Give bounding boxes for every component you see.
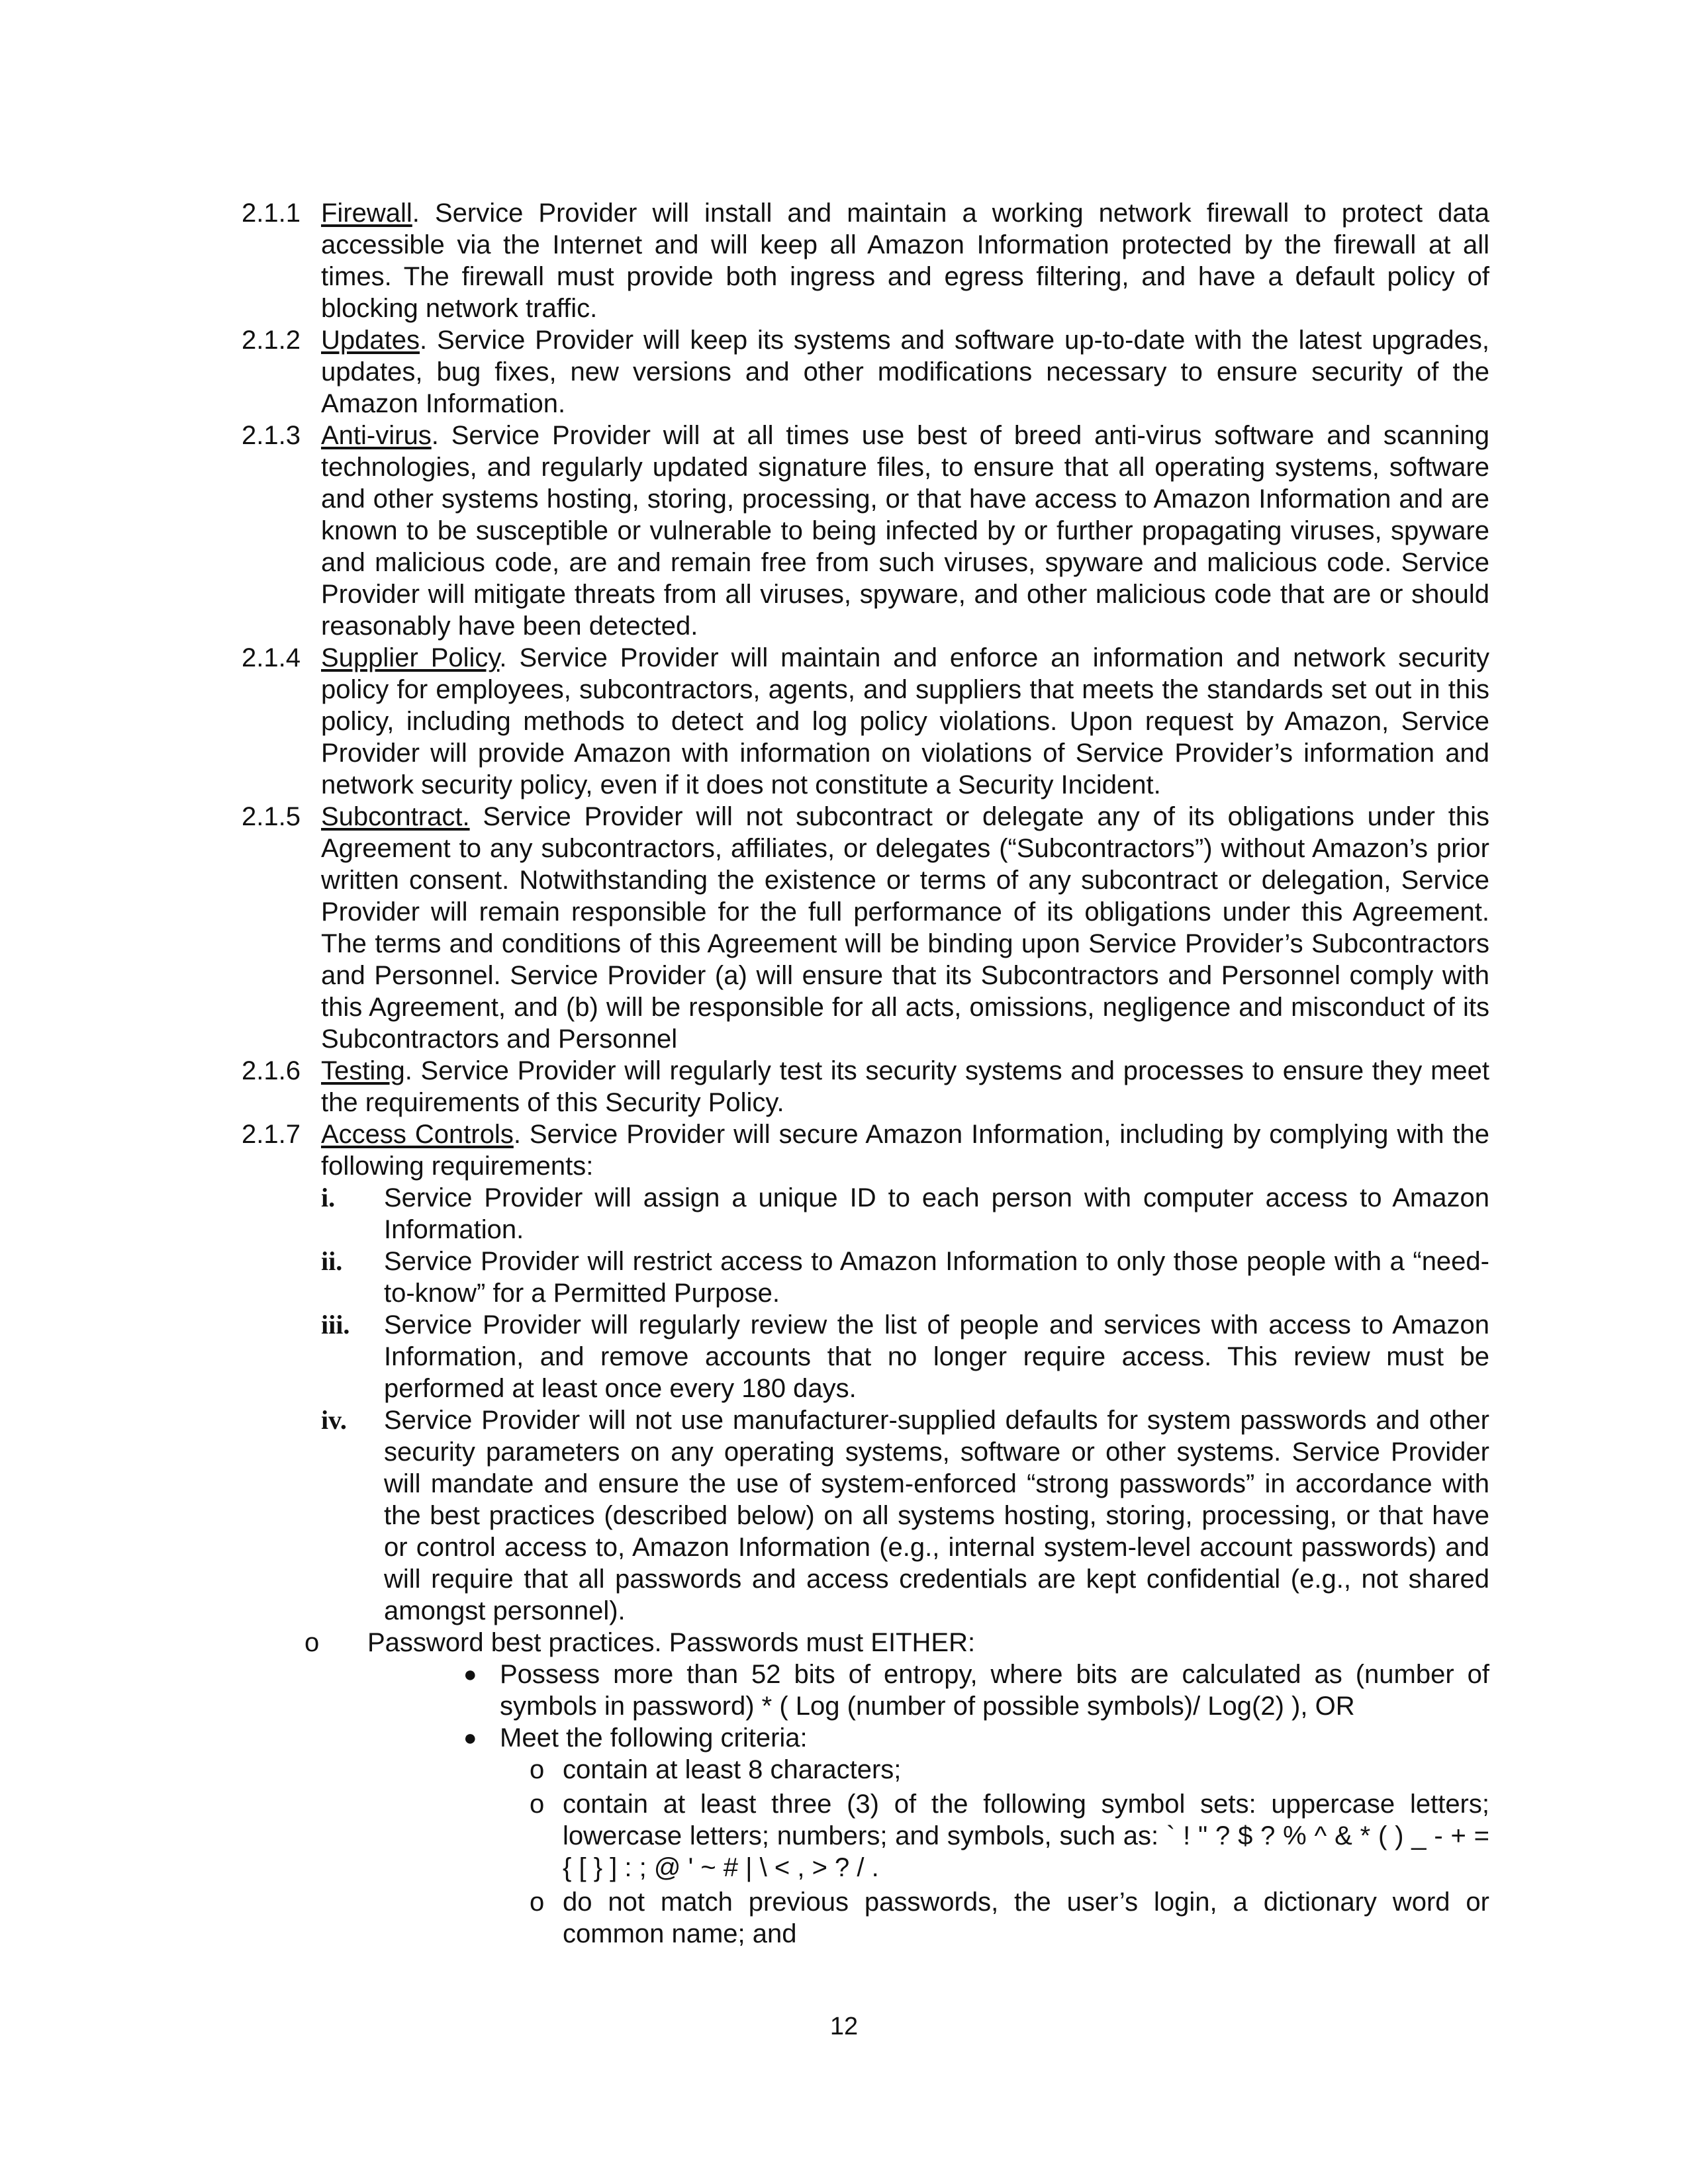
section-number: 2.1.3 xyxy=(242,421,301,450)
section-text: . Service Provider will maintain and enforce an information and network security policy for employees, subcontractors, agents, and suppliers that meets the standards set out in this policy, including methods to detect and log policy violations. Upon request by Amazon, Service Provider will provide Amazon with information on violations of Service Provider’s information and network security policy, even if it does not constitute a Security Incident. xyxy=(321,643,1489,799)
section-number: 2.1.6 xyxy=(242,1056,301,1085)
list-item xyxy=(242,1754,1489,1786)
criterion-text: do not match previous passwords, the user’s login, a dictionary word or common name; and xyxy=(563,1888,1489,1948)
circle-bullet-icon: o xyxy=(530,1790,545,1819)
section-title: Access Controls xyxy=(321,1120,514,1149)
item-number: iv. xyxy=(321,1405,347,1435)
item-number: i. xyxy=(321,1183,336,1212)
item-text: Service Provider will restrict access to Amazon Information to only those people with a “need-to-know” for a Permitted Purpose. xyxy=(384,1247,1489,1308)
section-title: Supplier Policy xyxy=(321,643,500,672)
criterion-text: contain at least three (3) of the following symbol sets: uppercase letters; lowercase letters; numbers; and symbols, such as: ` ! " ? $ ? % ^ & * ( ) _ - + = { [ } ] : ; @ ' ~ # | \ < , > ? / . xyxy=(563,1790,1489,1882)
section-access-controls xyxy=(242,1118,1489,1182)
criteria-list xyxy=(242,1754,1489,1950)
section-title: Firewall xyxy=(321,199,412,228)
section-number: 2.1.1 xyxy=(242,199,301,228)
section-number: 2.1.7 xyxy=(242,1120,301,1149)
item-text: Service Provider will regularly review the list of people and services with access to Amazon Information, and remove accounts that no longer require access. This review must be performed at least once every 180 days. xyxy=(384,1310,1489,1403)
list-item xyxy=(242,1886,1489,1950)
item-text: Service Provider will assign a unique ID to each person with computer access to Amazon Information. xyxy=(384,1183,1489,1244)
section-supplier-policy xyxy=(242,642,1489,801)
section-title: Subcontract. xyxy=(321,802,470,831)
circle-bullet-icon: o xyxy=(530,1888,545,1917)
criterion-text: contain at least 8 characters; xyxy=(563,1755,902,1784)
bullet-icon: ● xyxy=(463,1662,477,1687)
section-title: Testing xyxy=(321,1056,405,1085)
item-number: iii. xyxy=(321,1310,350,1340)
page-number: 12 xyxy=(829,2013,859,2040)
section-testing xyxy=(242,1055,1489,1118)
list-item xyxy=(321,1309,1489,1404)
circle-bullet-icon: o xyxy=(305,1628,320,1657)
list-item xyxy=(242,1722,1489,1754)
section-title: Updates xyxy=(321,326,420,355)
section-firewall xyxy=(242,197,1489,324)
item-text: Service Provider will not use manufacturer-supplied defaults for system passwords and other security parameters on any operating systems, software or other systems. Service Provider will mandate and ensure the use of system-enforced “strong passwords” in accordance with the best practices (described below) on all systems hosting, storing, processing, or that have or control access to, Amazon Information (e.g., internal system-level account passwords) and will require that all passwords and access credentials are kept confidential (e.g., not shared amongst personnel). xyxy=(384,1406,1489,1625)
circle-bullet-icon: o xyxy=(530,1755,545,1784)
option-criteria: Meet the following criteria: xyxy=(500,1723,808,1752)
section-subcontract xyxy=(242,801,1489,1055)
section-text: . Service Provider will regularly test its security systems and processes to ensure they meet the requirements of this Security Policy. xyxy=(321,1056,1489,1117)
document-body xyxy=(242,197,1489,1950)
section-text: Service Provider will not subcontract or delegate any of its obligations under this Agreement to any subcontractors, affiliates, or delegates (“Subcontractors”) without Amazon’s prior written consent. Notwithstanding the existence or terms of any subcontract or delegation, Service Provider will remain responsible for the full performance of its obligations under this Agreement. The terms and conditions of this Agreement will be binding upon Service Provider’s Subcontractors and Personnel. Service Provider (a) will ensure that its Subcontractors and Personnel comply with this Agreement, and (b) will be responsible for all acts, omissions, negligence and misconduct of its Subcontractors and Personnel xyxy=(321,802,1489,1054)
list-item xyxy=(321,1246,1489,1309)
section-updates xyxy=(242,324,1489,420)
option-entropy: Possess more than 52 bits of entropy, where bits are calculated as (number of symbols in password) * ( Log (number of possible symbols)/ Log(2) ), OR xyxy=(500,1660,1489,1721)
section-number: 2.1.4 xyxy=(242,643,301,672)
section-text: . Service Provider will at all times use best of breed anti-virus software and scanning technologies, and regularly updated signature files, to ensure that all operating systems, software and other systems hosting, storing, processing, or that have access to Amazon Information and are known to be susceptible or vulnerable to being infected by or further propagating viruses, spyware and malicious code, are and remain free from such viruses, spyware and malicious code. Service Provider will mitigate threats from all viruses, spyware, and other malicious code that are or should reasonably have been detected. xyxy=(321,421,1489,641)
section-anti-virus xyxy=(242,420,1489,642)
list-item xyxy=(321,1404,1489,1627)
list-item xyxy=(242,1788,1489,1884)
list-item xyxy=(321,1182,1489,1246)
section-number: 2.1.2 xyxy=(242,326,301,355)
password-best-practices xyxy=(242,1627,1489,1659)
section-text: . Service Provider will secure Amazon Information, including by complying with the following requirements: xyxy=(321,1120,1490,1181)
bullet-icon: ● xyxy=(463,1725,477,1751)
password-options-list xyxy=(242,1659,1489,1754)
section-text: . Service Provider will install and maintain a working network firewall to protect data accessible via the Internet and will keep all Amazon Information protected by the firewall at all times. The firewall must provide both ingress and egress filtering, and have a default policy of blocking network traffic. xyxy=(321,199,1489,323)
section-title: Anti-virus xyxy=(321,421,432,450)
password-intro: Password best practices. Passwords must EITHER: xyxy=(367,1628,976,1657)
item-number: ii. xyxy=(321,1246,343,1276)
list-item xyxy=(242,1659,1489,1722)
section-number: 2.1.5 xyxy=(242,802,301,831)
section-text: . Service Provider will keep its systems and software up-to-date with the latest upgrades, updates, bug fixes, new versions and other modifications necessary to ensure security of the Amazon Information. xyxy=(321,326,1489,418)
access-requirements-list xyxy=(321,1182,1489,1627)
